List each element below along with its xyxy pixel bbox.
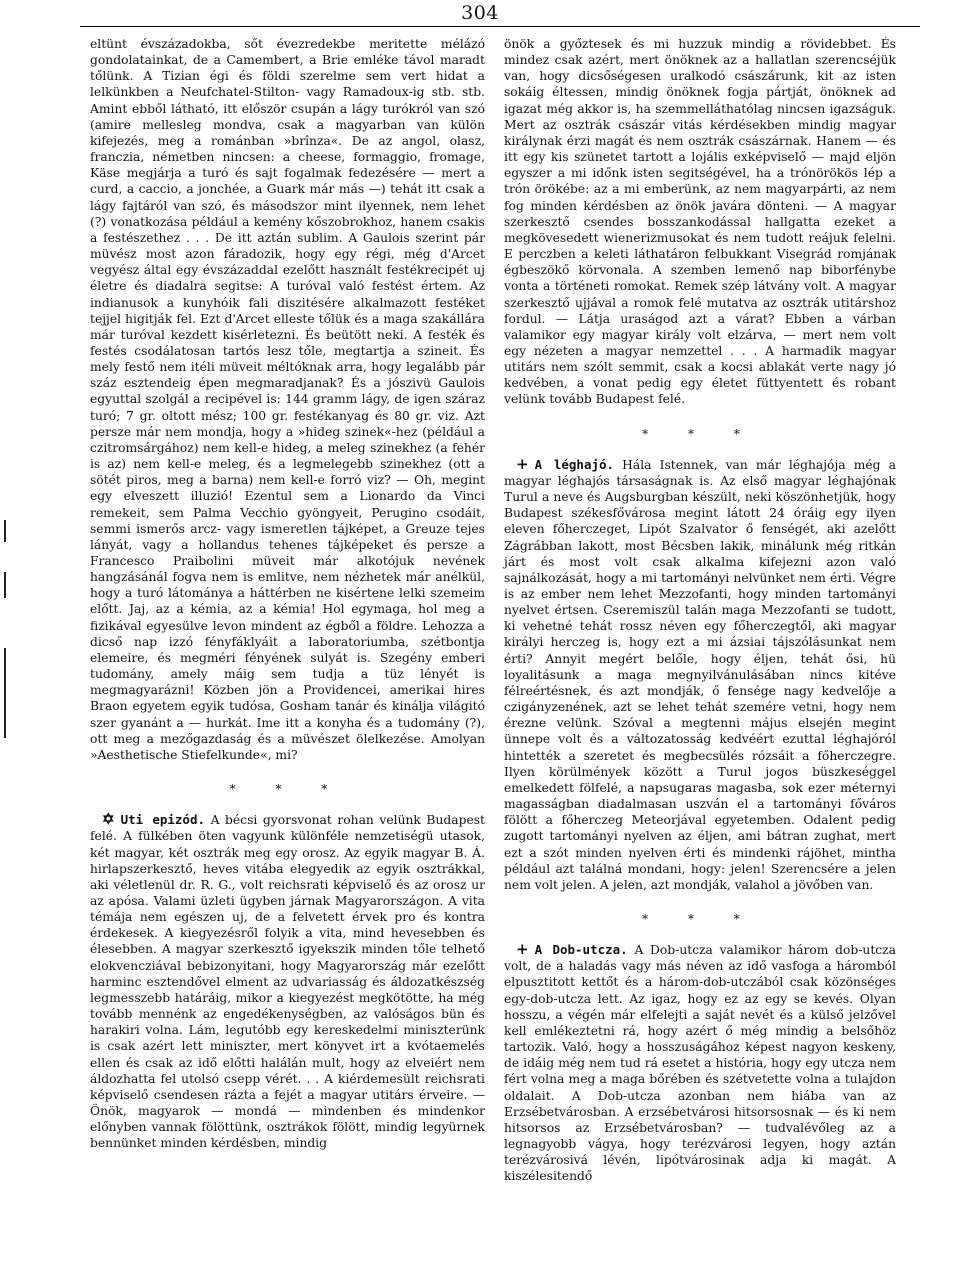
header-rule [80,26,920,27]
section-title-dob-utcza: A Dob-utcza. [534,942,628,958]
section-text: A Dob-utcza valamikor három dob-utcza volt, de a haladás vagy más néven az idő vasfoga a háromból elpusztitott kettőt és a három-dob-utczából csak közönséges egy-dob-utcza lett. Az igaz, hogy ez az egy se kevés. Olyan hosszu, a végén már elfelejti a saját nevét és a külső jelzővel kell emlékeztetni rá, hogy azért ő még mindig a belsőhöz tartozik. Való, hogy a hosszuságához képest nagyon keskeny, de idáig még nem tud rá esetet a história, hogy egy utcza nem fért volna meg a maga bőrében és szétvetette volna a tulajdon oldalait. A Dob-utcza azonban nem hiába van az Erzsébetvárosban. A erzsébetvárosi hitsorsosnak — és ki nem hitsorsos az Erzsébetvárosban? — tudvalévőleg az a legnagyobb vágya, hogy terézvárosi legyen, hogy aztán terézvárosivá lévén, lipótvárosinak adja ki magát. A kiszélesitendő [504,943,896,1184]
right-column [504,36,896,1184]
star-of-david-icon: ✡ [102,810,115,829]
left-column [90,36,485,1151]
scan-edge-mark [4,520,6,542]
section-paragraph [504,941,896,1184]
scan-edge-mark [4,572,6,598]
section-divider-stars: * * * [642,426,758,441]
scan-edge-mark [4,648,6,738]
section-title-leghajo: A léghajó. [534,456,615,472]
section-paragraph [90,811,485,1151]
article-paragraph: önök a győztesek és mi huzzuk mindig a rövidebbet. És mindez csak azért, mert önöknek az a hallatlan szerencséjük van, hogy dicsőségesen uralkodó császárunk, kit az isten sokáig éltessen, mindig önöknek fogja pártját, önöknek ad igazat még akkor is, ha szemmelláthatólag nincsen igazságuk. Mert az osztrák császár vitás kérdésekben mindig magyar királynak érzi magát és nem osztrák császárnak. Hanem — és itt egy kis szünetet tartott a lojális exképviselő — majd eljön egyszer a mi időnk isten segitségével, ha a trónörökös lép a trón örökébe: az a mi emberünk, az nem magyarpárti, az nem fog minden kérdésben az önök javára dönteni. — A magyar szerkesztő csendes bosszankodással hallgatta ezeket a megkövesedett wienerizmusokat és nem tudott reájuk felelni. E perczben a keleti láthatáron felbukkant Visegrád romjának égbeszökő körvonala. A szemben lemenő nap biborfénybe vonta a történeti romokat. Remek szép látvány volt. A magyar szerkesztő ujjával a romok felé mutatva az osztrák utitárshoz fordul. — Látja uraságod azt a várat? Ebben a várban valamikor egy magyar király volt elzárva, — mert nem volt egy nézeten a magyar nemzettel . . . A harmadik magyar utitárs nem szólt semmit, csak a kocsi ablakát verte nagy jó kedvében, a vonat pedig egy életet füttyentett és robant velünk tovább Budapest felé. [504,37,896,407]
section-divider-stars: * * * [642,911,758,926]
page-number: 304 [461,2,499,24]
section-paragraph [504,456,896,893]
article-paragraph: eltünt évszázadokba, sőt évezredekbe meritette mélázó gondolatainkat, de a Camembert, a Brie emléke távol maradt tőlünk. A Tizian égi és földi szerelme sem vert hidat a lelkünkben a Neufchatel-Stilton- vagy Ramadoux-ig stb. stb. Amint ebből látható, itt először csupán a lágy turókról van szó (amire mellesleg mondva, csak a magyarban van külön kifejezés, meg a románban »brînza«. De az angol, olasz, franczia, németben nincsen: a cheese, formaggio, fromage, Käse megjárja a turó és sajt fogalmak fedezésére — mert a curd, a caccio, a jonchée, a Guark már más —) tehát itt csak a lágy fajtáról van szó, és másodszor mint ilyennek, nem lehet (?) vonatkozása például a kemény kőszobrokhoz, hanem csakis a festészethez . . . De itt aztán sublim. A Gaulois szerint pár müvész most azon fáradozik, hogy egy régi, még d'Arcet vegyész által egy évszázaddal ezelőtt használt festékrecipét uj életre és diadalra segitse: A turóval való festést értem. Az indianusok a kunyhóik fali diszitésére alkalmazott festéket tejjel higitják fel. Ezt d'Arcet elleste tőlük és a maga szakállára már turóval kezdett kisérletezni. És beütött neki. A festék és festés csodálatosan tartós lesz tőle, megtartja a szineit. És mely festő nem itéli müveit méltóknak arra, hogy legalább pár száz esztendeig épen megmaradjanak? És a jószivü Gaulois egyuttal szolgál a recipével is: 144 gramm lágy, de igen száraz turó; 7 gr. oltott mész; 100 gr. festékanyag és 80 gr. viz. Azt persze már nem mondja, hogy a »hideg szinek«-hez (például a czitromsárgához) nem kell-e hideg, a meleg szinekhez (a fehér is az) nem kell-e meleg, és a legmelegebb szinekhez (ott a sötét piros, meg a barna) nem kell-e forró viz? — Oh, megint egy elveszett illuzió! Ezentul sem a Lionardo da Vinci remekeit, sem Palma Vecchio gyöngyeit, Perugino csodáit, semmi ismerős arcz- vagy ismeretlen tájképet, a Greuze tejes lányát, vagy a hollandus tehenes tájképeket és persze a Francesco Praibolini müveit már alkotójuk nevének hangzásánál fogva nem is emlitve, nem nézhetek már anélkül, hogy a turó látománya a háttérben ne kisértene lelki szemeim előtt. Jaj, az a kémia, az a kémia! Hol egymaga, hol meg a fizikával egyesülve levon mindent az égből a földre. Lehozza a dicső nap izzó fényfáklyáit a laboratoriumba, szétbontja elemeire, és megméri fényének sulyát is. Szegény emberi tudomány, amely máig sem tudja a tüz lényét is megmagyarázni! Közben jön a Providencei, amerikai hires Braon egyetem egyik tudósa, Gosham tanár és kinálja világitó szer gyanánt a — hurkát. Ime itt a konyha és a tudomány (?), ott meg a mezőgazdaság és a müvészet ölelkezése. Amolyan »Aesthetische Stiefelkunde«, mi? [90,37,485,762]
cross-icon: + [516,454,529,473]
section-divider-stars: * * * [229,782,346,797]
section-title-uti-epizod: Uti epizód. [120,812,206,828]
section-text: Hála Istennek, van már léghajója még a magyar léghajós társaságnak is. Az első magyar léghajónak Turul a neve és Augsburgban készült, neki köszönhetjük, hogy Budapest székesfővárosa megint látott 24 óráig egy ilyen eleven főherczeget, Lipót Szalvator ő fenségét, aki azelőtt Zágrábban lakott, most Bécsben lakik, minálunk még ritkán járt és most volt csak alkalma kifejezni azon való sajnálkozását, hogy a mi tartományi nelvünket nem érti. Végre is az ember nem lehet Mezzofanti, hogy minden tartományi nyelvet értsen. Cseremiszül talán maga Mezzofanti se tudott, ki vehetné tehát rossz néven egy főherczegtől, aki magyar királyi herczeg is, hogy ezt a mi ázsiai tájszólásunkat nem érti? Annyit megért belőle, hogy éljen, tehát ősi, hü loyalitásunk a maga megnyilvánulásában nincs kitéve félreértésnek, és azt mondják, ő fensége nagy kedvelője a czigányzenének, azt se lehet tehát szemére vetni, hogy nem érezne velünk. Szóval a megtenni május elsején megint ünnepe volt és a változatosság kedvéért ezuttal léghajóról hintették a szeretet és megbecsülés rózsáit a főherczegre. Ilyen körülmények között a Turul jogos büszkeséggel emelkedett fölfelé, a napsugaras magasba, sok ezer méternyi magasságban diadalmasan uszván el a tartományi főváros fölött a főherczeg Meteorjával egyetemben. Odalent pedig zugott tartományi nyelven az éljen, ami bátran zughat, mert ezt a szót minden nyelven érti és mindenki rájöhet, mintha például azt találná mondani, hogy: jelen! Szerencsére a jelen nem volt jelen. A jelen, azt mondják, valahol a jövőben van. [504,457,896,892]
cross-icon: + [516,940,529,959]
section-text: A bécsi gyorsvonat rohan velünk Budapest felé. A fülkében öten vagyunk különféle nemzetiségü utasok, két magyar, két osztrák meg egy orosz. Az egyik magyar B. Á. hirlapszerkesztő, heves vitába elegyedik az egyik osztrákkal, aki véletlenül dr. R. G., volt reichsrati képviselő és az orosz ur az apósa. Valami üzleti ügyben járnak Magyarországon. A vita témája nem egészen uj, de a felvetett érvek pro és kontra érdekesek. A kiegyezésről folyik a vita, mind hevesebben és élesebben. A magyar szerkesztő igyekszik minden tőle telhető elokvencziával bebizonyitani, hogy Magyarország már ezelőtt harminc esztendővel elment az udvariasság és áldozatkészség legmesszebb határáig, mikor a kiegyezést megkötötte, ha még tovább mennénk az engedékenységben, az valóságos bün és harakiri volna. Lám, legutóbb egy kereskedelmi miniszterünk is csak azért lett miniszter, mert könyvet irt a kvótaemelés ellen és csak az idő előtti halálán mult, hogy az elveiért nem áldozhatta fel utolsó csepp vérét. . . A kiérdemesült reichsrati képviselő csendesen rázta a fejét a magyar utitárs érveire. — Önök, magyarok — mondá — mindenben és mindenkor előnyben vannak fölöttünk, osztrákok fölött, mindig legyürnek bennünket minden kérdésben, mindig [90,813,485,1151]
